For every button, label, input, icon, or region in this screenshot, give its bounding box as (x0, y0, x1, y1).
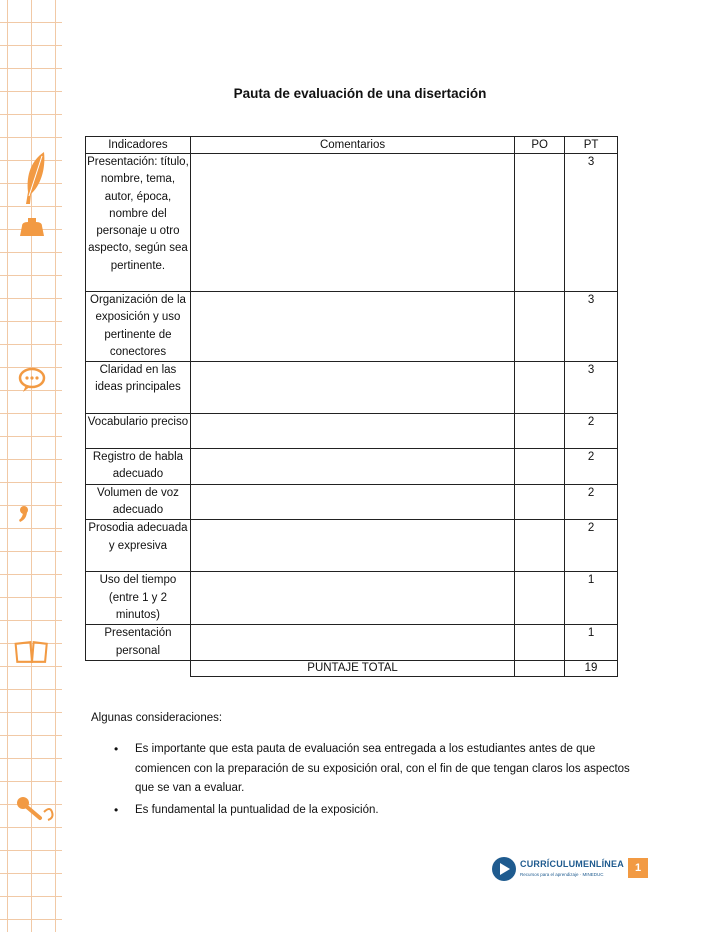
po-cell (515, 362, 565, 414)
header-comentarios: Comentarios (190, 137, 514, 154)
logo-subtext: Recursos para el aprendizaje · MINEDUC (520, 872, 604, 877)
po-cell (515, 154, 565, 292)
comment-cell (190, 520, 514, 572)
table-row (86, 362, 618, 414)
po-cell (515, 414, 565, 449)
header-pt: PT (565, 137, 618, 154)
comment-cell (190, 572, 514, 625)
list-item: • Es importante que esta pauta de evaluación sea entregada a los estudiantes antes de que comiencen con la preparación de su exposición oral, con el fin de que tengan claros los aspectos que se van a evaluar. (135, 740, 631, 799)
considerations-heading: Algunas consideraciones: (91, 712, 223, 724)
header-indicadores: Indicadores (86, 137, 191, 154)
po-cell (515, 484, 565, 520)
total-row (86, 660, 618, 676)
indicator-cell: Uso del tiempo (entre 1 y 2 minutos) (86, 572, 191, 625)
total-po (515, 660, 565, 676)
total-empty-cell (86, 660, 191, 676)
rubric-table (85, 136, 618, 677)
comment-cell (190, 484, 514, 520)
page-number: 1 (628, 858, 648, 878)
list-item: • Es fundamental la puntualidad de la exposición. (135, 801, 631, 821)
indicator-cell: Vocabulario preciso (86, 414, 191, 449)
indicator-cell: Presentación: título, nombre, tema, autor, época, nombre del personaje u otro aspecto, según sea pertinente. (86, 154, 191, 292)
speech-bubble-icon (14, 366, 50, 394)
comma-icon (14, 502, 50, 526)
pt-cell: 2 (565, 484, 618, 520)
indicator-cell: Volumen de voz adecuado (86, 484, 191, 520)
considerations-list (91, 740, 631, 820)
po-cell (515, 625, 565, 661)
po-cell (515, 520, 565, 572)
table-row (86, 572, 618, 625)
table-row (86, 414, 618, 449)
pt-cell: 1 (565, 625, 618, 661)
comment-cell (190, 292, 514, 362)
po-cell (515, 292, 565, 362)
microphone-icon (14, 794, 58, 824)
considerations-section (91, 712, 631, 822)
indicator-cell: Organización de la exposición y uso pertinente de conectores (86, 292, 191, 362)
comment-cell (190, 625, 514, 661)
logo-play-icon (492, 857, 516, 881)
pt-cell: 2 (565, 449, 618, 485)
comment-cell (190, 362, 514, 414)
po-cell (515, 572, 565, 625)
po-cell (515, 449, 565, 485)
total-label: PUNTAJE TOTAL (190, 660, 514, 676)
pt-cell: 1 (565, 572, 618, 625)
pt-cell: 3 (565, 154, 618, 292)
curriculum-logo (492, 857, 622, 883)
indicator-cell: Prosodia adecuada y expresiva (86, 520, 191, 572)
document-title: Pauta de evaluación de una disertación (233, 86, 487, 101)
logo-text: CURRÍCULUMENLÍNEA (520, 859, 624, 869)
comment-cell (190, 154, 514, 292)
table-row (86, 292, 618, 362)
header-po: PO (515, 137, 565, 154)
indicator-cell: Claridad en las ideas principales (86, 362, 191, 414)
table-row (86, 625, 618, 661)
pt-cell: 3 (565, 362, 618, 414)
table-header-row (86, 137, 618, 154)
indicator-cell: Registro de habla adecuado (86, 449, 191, 485)
table-row (86, 484, 618, 520)
decorative-side-strip (0, 0, 62, 932)
pt-cell: 2 (565, 414, 618, 449)
table-row (86, 154, 618, 292)
table-row (86, 520, 618, 572)
table-row (86, 449, 618, 485)
pt-cell: 2 (565, 520, 618, 572)
indicator-cell: Presentación personal (86, 625, 191, 661)
comment-cell (190, 449, 514, 485)
inkwell-icon (14, 216, 50, 240)
open-book-icon (14, 636, 50, 668)
total-pt: 19 (565, 660, 618, 676)
pt-cell: 3 (565, 292, 618, 362)
feather-quill-icon (14, 150, 50, 210)
comment-cell (190, 414, 514, 449)
